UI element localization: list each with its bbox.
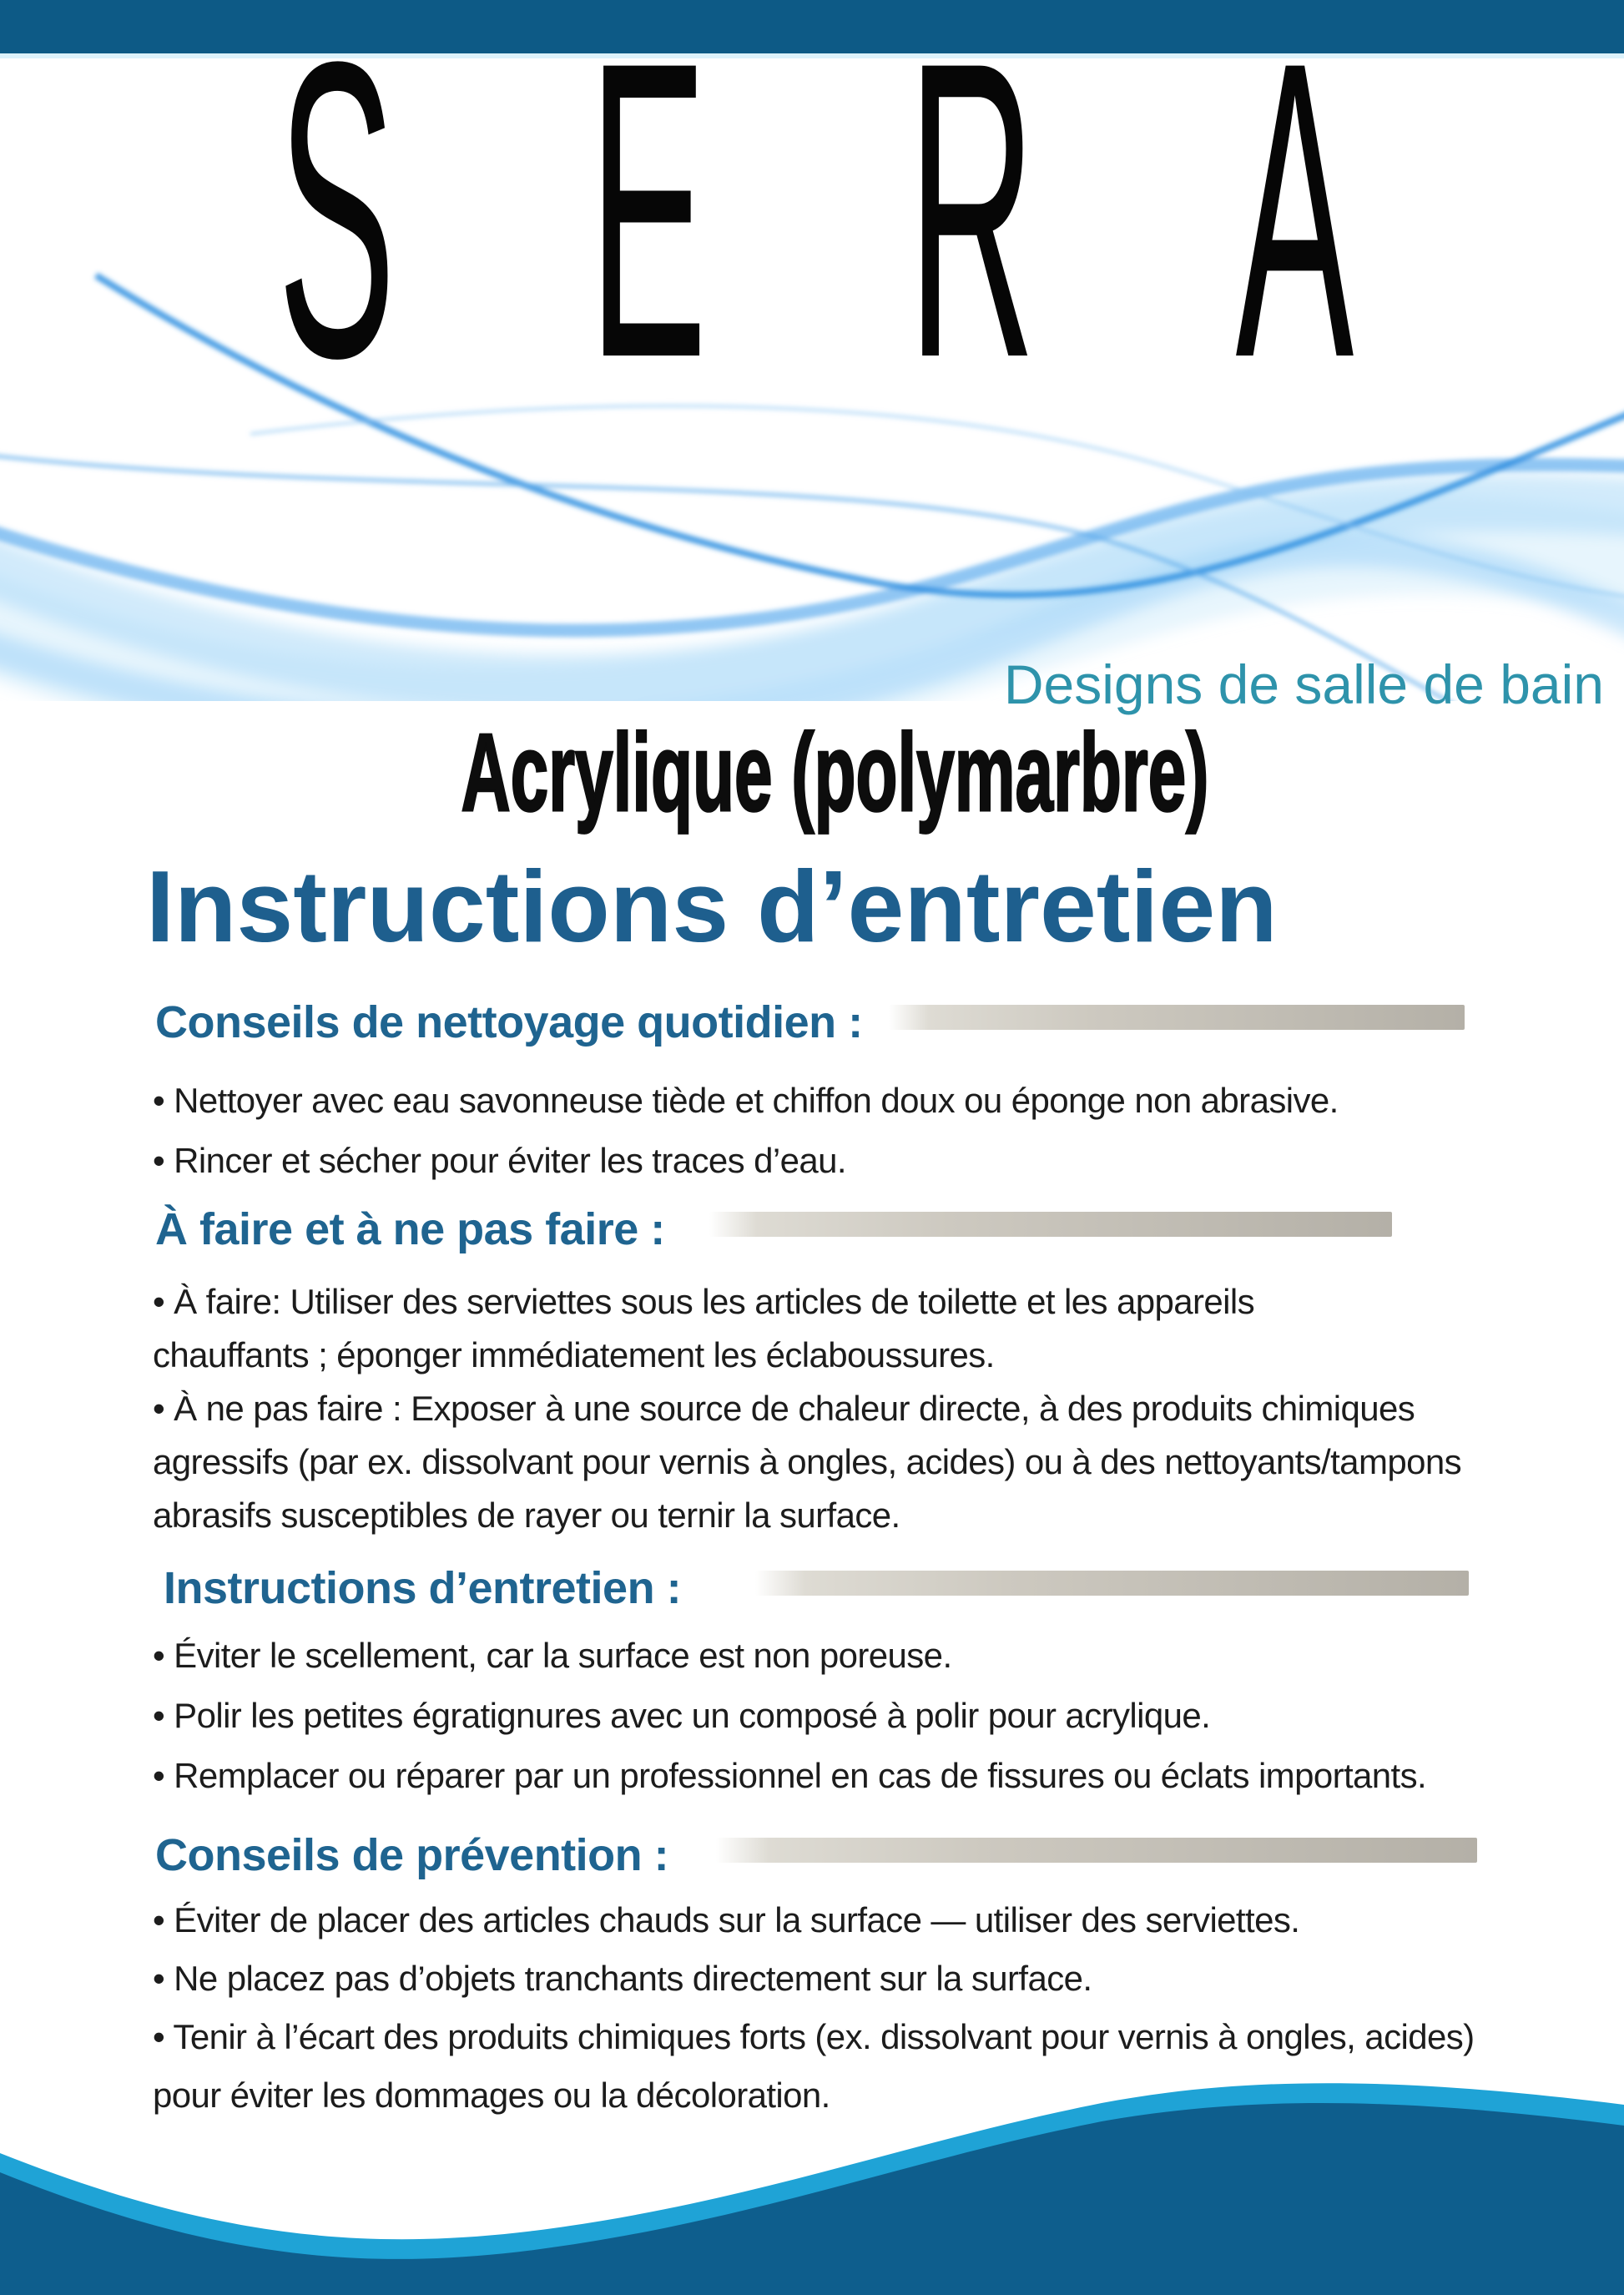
bullet-line: • Nettoyer avec eau savonneuse tiède et chiffon doux ou éponge non abrasive. [153,1081,1339,1120]
bullet-line: • Ne placez pas d’objets tranchants directement sur la surface. [153,1959,1092,1998]
section-heading-entretien: Instructions d’entretien : [164,1563,682,1613]
brand-letter-s: S [277,0,396,446]
section-bullets-nettoyage [153,1071,1339,1191]
bullet-line: • Polir les petites égratignures avec un composé à polir pour acrylique. [153,1696,1211,1735]
section-bullets-a-faire [153,1275,1461,1542]
heading-underline-bar [709,1212,1392,1237]
top-color-bar [0,0,1624,53]
blue-wave-swirl-graphic [0,225,1624,701]
heading-underline-bar [755,1571,1469,1596]
bullet-line: • Tenir à l’écart des produits chimiques forts (ex. dissolvant pour vernis à ongles, acides) [153,2017,1475,2056]
brand-letter-r: R [907,0,1036,446]
page-title: Instructions d’entretien [146,850,1278,963]
heading-underline-bar [889,1005,1465,1030]
section-bullets-prevention [153,1891,1475,2125]
material-title: Acrylique (polymarbre) [461,711,1209,834]
section-heading-prevention: Conseils de prévention : [155,1830,669,1880]
bullet-line: • Rincer et sécher pour éviter les traces d’eau. [153,1141,846,1180]
tagline: Designs de salle de bain [1003,653,1604,715]
bullet-line: • Éviter le scellement, car la surface est non poreuse. [153,1636,952,1675]
section-heading-nettoyage: Conseils de nettoyage quotidien : [155,997,863,1047]
bullet-line: • Éviter de placer des articles chauds sur la surface — utiliser des serviettes. [153,1900,1300,1939]
bullet-continuation-line: abrasifs susceptibles de rayer ou ternir la surface. [153,1496,900,1535]
bullet-continuation-line: agressifs (par ex. dissolvant pour vernis à ongles, acides) ou à des nettoyants/tampons [153,1442,1461,1481]
bullet-line: • À faire: Utiliser des serviettes sous les articles de toilette et les appareils [153,1282,1255,1321]
heading-underline-bar [716,1838,1477,1863]
brand-letter-e: E [589,0,708,446]
brand-letter-a: A [1235,0,1354,446]
section-bullets-entretien [153,1626,1426,1806]
bullet-continuation-line: pour éviter les dommages ou la décoloration. [153,2076,830,2115]
bullet-line: • Remplacer ou réparer par un professionnel en cas de fissures ou éclats importants. [153,1756,1427,1795]
top-bar-accent-line [0,53,1624,58]
bullet-line: • À ne pas faire : Exposer à une source de chaleur directe, à des produits chimiques [153,1389,1415,1428]
bullet-continuation-line: chauffants ; éponger immédiatement les éclaboussures. [153,1335,995,1374]
section-heading-a-faire: À faire et à ne pas faire : [155,1204,665,1254]
